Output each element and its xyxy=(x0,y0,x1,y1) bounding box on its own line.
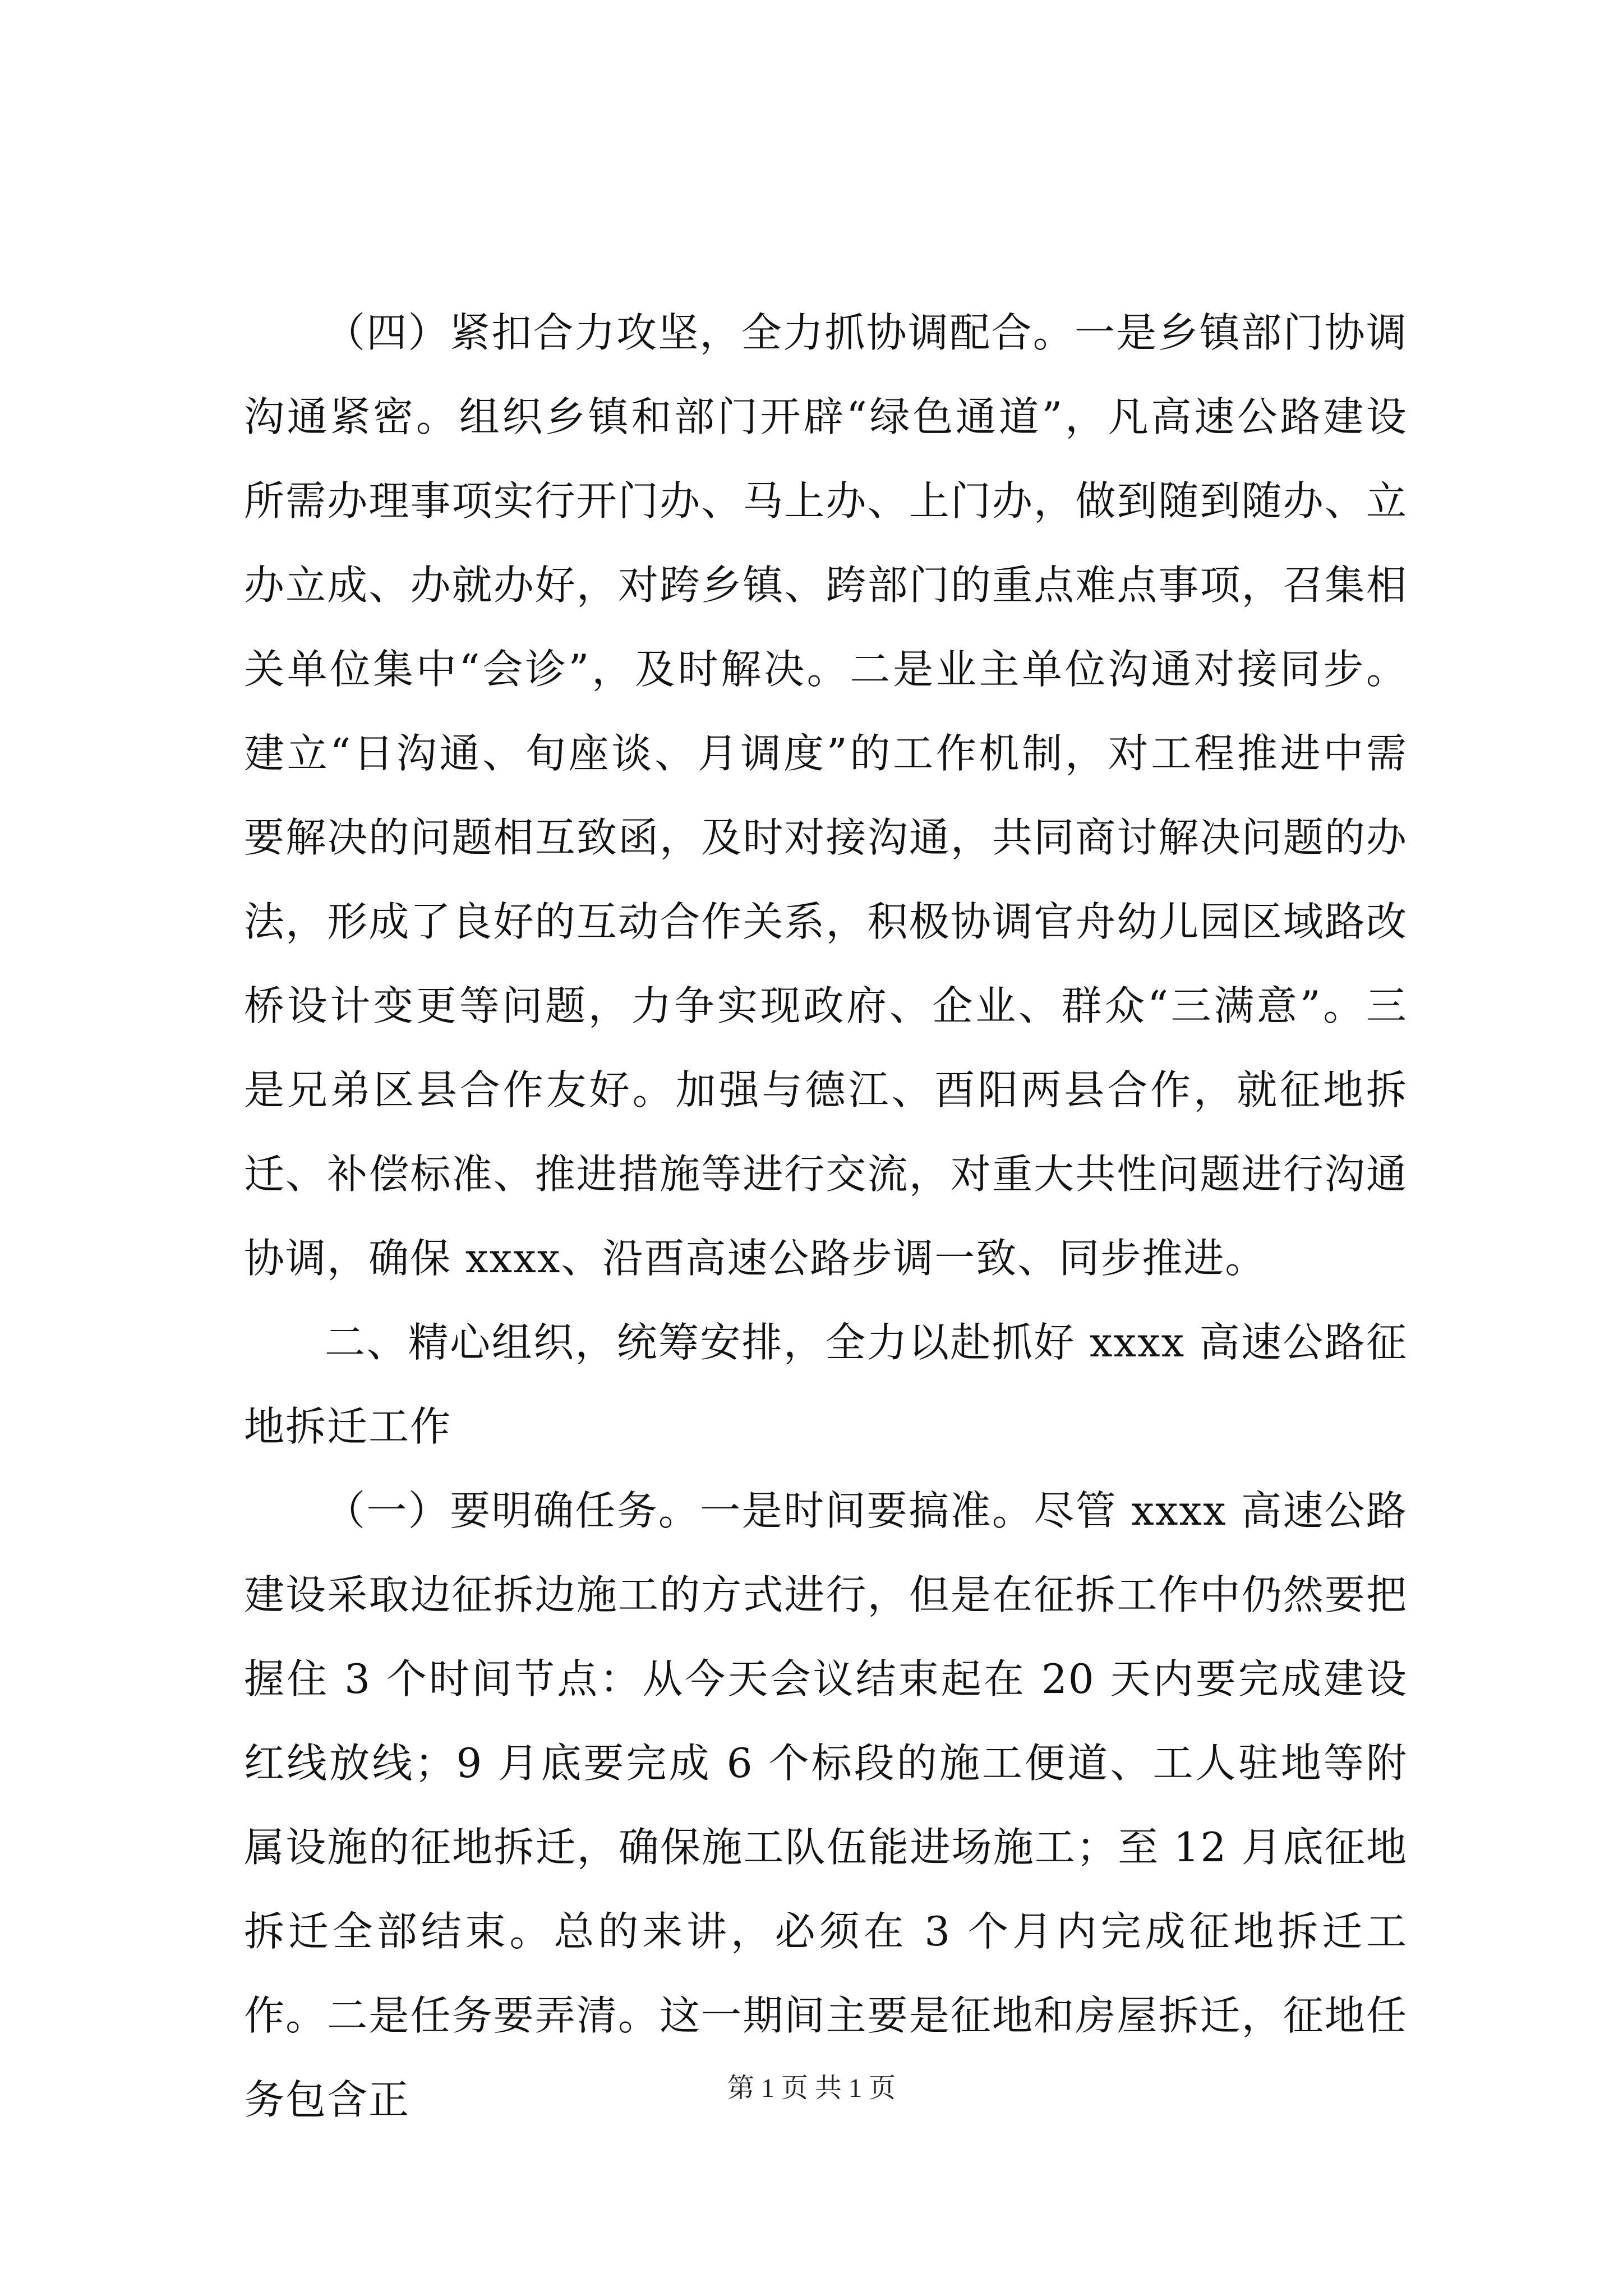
paragraph-clarify-tasks: （一）要明确任务。一是时间要搞准。尽管 xxxx 高速公路建设采取边征拆边施工的方式进行，但是在征拆工作中仍然要把握住 3 个时间节点：从今天会议结束起在 20 天内要完成建设红线放线；9 月底要完成 6 个标段的施工便道、工人驻地等附属设施的征地拆迁，确保施工队伍能进场施工；至 12 月底征地拆迁全部结束。总的来讲，必须在 3 个月内完成征地拆迁工作。二是任务要弄清。这一期间主要是征地和房屋拆迁，征地任务包含正 xyxy=(244,1487,1408,2123)
paragraph-coordination: （四）紧扣合力攻坚，全力抓协调配合。一是乡镇部门协调沟通紧密。组织乡镇和部门开辟“绿色通道”，凡高速公路建设所需办理事项实行开门办、马上办、上门办，做到随到随办、立办立成、办就办好，对跨乡镇、跨部门的重点难点事项，召集相关单位集中“会诊”，及时解决。二是业主单位沟通对接同步。建立“日沟通、旬座谈、月调度”的工作机制，对工程推进中需要解决的问题相互致函，及时对接沟通，共同商讨解决问题的办法，形成了良好的互动合作关系，积极协调官舟幼儿园区域路改桥设计变更等问题，力争实现政府、企业、群众“三满意”。三是兄弟区县合作友好。加强与德江、酉阳两县合作，就征地拆迁、补偿标准、推进措施等进行交流，对重大共性问题进行沟通协调，确保 xxxx、沿酉高速公路步调一致、同步推进。 xyxy=(244,309,1408,1282)
page-footer: 第 1 页 共 1 页 xyxy=(727,2073,896,2103)
document-body xyxy=(244,291,1408,2142)
paragraph-section-heading: 二、精心组织，统筹安排，全力以赴抓好 xxxx 高速公路征地拆迁工作 xyxy=(244,1319,1408,1450)
